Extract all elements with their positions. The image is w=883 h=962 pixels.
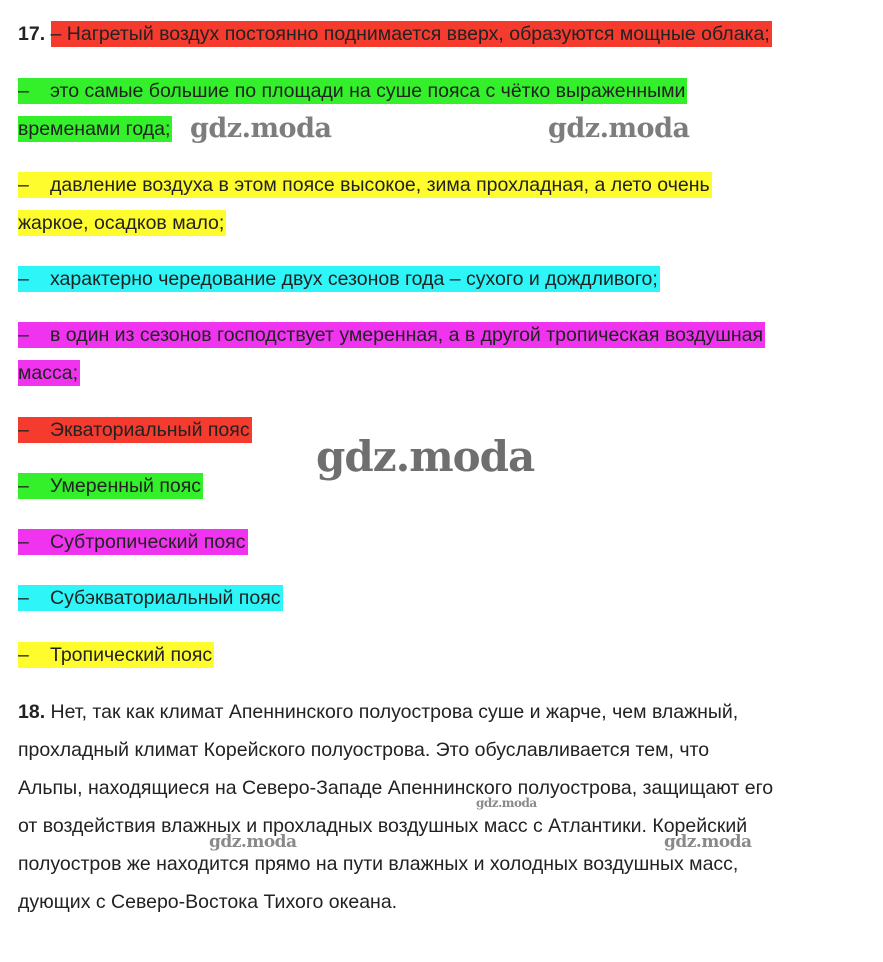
q17-cyan-line	[18, 267, 660, 291]
belt-label: Экваториальный пояс	[50, 419, 250, 441]
yellow-highlight-1: – давление воздуха в этом поясе высокое, зима прохладная, а лето очень	[18, 174, 710, 196]
watermark-logo-small: gdz.moda	[209, 832, 297, 852]
belt-item-equatorial: – Экваториальный пояс	[18, 419, 250, 441]
watermark-logo-small: gdz.moda	[664, 832, 752, 852]
belt-label: Тропический пояс	[50, 644, 213, 666]
watermark-logo-small: gdz.moda	[476, 796, 537, 810]
q17-intro-text: – Нагретый воздух постоянно поднимается вверх, образуются мощные облака;	[50, 23, 770, 45]
q18-line-3: Альпы, находящиеся на Северо-Западе Апеннинского полуострова, защищают его	[18, 777, 774, 799]
yellow-highlight-2: жаркое, осадков мало;	[18, 212, 225, 234]
watermark-logo-large: gdz.moda	[316, 432, 535, 481]
q18-line-1: 18. Нет, так как климат Апеннинского полуострова суше и жарче, чем влажный,	[18, 701, 739, 723]
q17-green-line-2	[18, 117, 172, 141]
belt-item-tropical: – Тропический пояс	[18, 644, 213, 666]
q18-line-6: дующих с Северо-Востока Тихого океана.	[18, 891, 398, 913]
q17-yellow-line-2	[18, 211, 226, 235]
belt-item-subtropical: – Субтропический пояс	[18, 531, 246, 553]
q18-line-5: полуостров же находится прямо на пути влажных и холодных воздушных масс,	[18, 853, 739, 875]
q17-yellow-line-1	[18, 173, 712, 197]
belt-label: Субтропический пояс	[50, 531, 246, 553]
q17-magenta-line-2	[18, 361, 80, 385]
q17-green-line-1	[18, 79, 687, 103]
q18-line-4: от воздействия влажных и прохладных воздушных масс с Атлантики. Корейский	[18, 815, 748, 837]
watermark-logo: gdz.moda	[548, 113, 690, 144]
q18-number: 18.	[18, 701, 46, 723]
green-highlight-2: временами года;	[18, 118, 171, 140]
q18-line-2: прохладный климат Корейского полуострова. Это обуславливается тем, что	[18, 739, 710, 761]
belt-item-temperate: – Умеренный пояс	[18, 475, 202, 497]
magenta-highlight-1: – в один из сезонов господствует умеренная, а в другой тропическая воздушная	[18, 324, 764, 346]
watermark-logo: gdz.moda	[190, 113, 332, 144]
belt-label: Субэкваториальный пояс	[50, 587, 281, 609]
magenta-highlight-2: масса;	[18, 362, 79, 384]
green-highlight-1: – это самые большие по площади на суше пояса с чётко выраженными	[18, 80, 686, 102]
belt-label: Умеренный пояс	[50, 475, 202, 497]
q17-magenta-line-1	[18, 323, 765, 347]
q17-intro-line	[18, 22, 772, 46]
cyan-highlight: – характерно чередование двух сезонов года – сухого и дождливого;	[18, 268, 658, 290]
q17-number: 17.	[18, 23, 46, 45]
belt-item-subequatorial: – Субэкваториальный пояс	[18, 587, 281, 609]
